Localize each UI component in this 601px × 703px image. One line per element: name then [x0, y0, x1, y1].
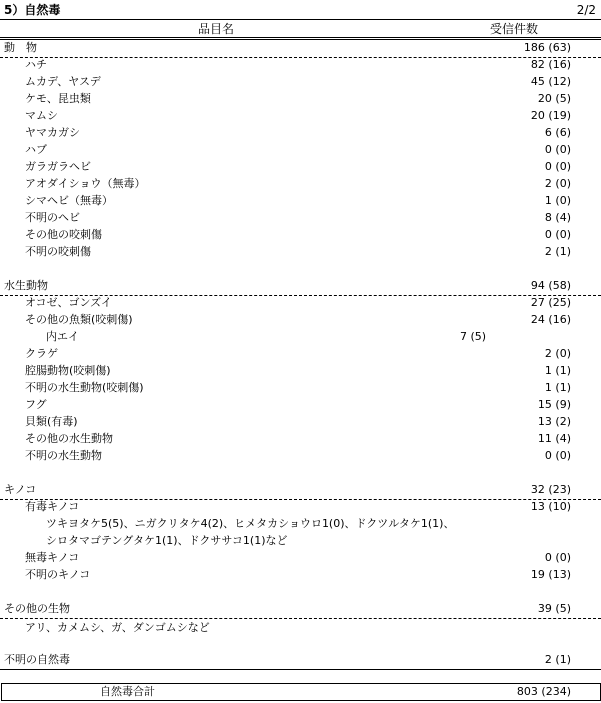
header-name-col: 品目名 — [198, 22, 235, 36]
table-row — [0, 40, 601, 57]
row-label: アリ、カメムシ、ガ、ダンゴムシなど — [25, 621, 210, 634]
row-count: 2 (0) — [544, 177, 571, 190]
page-indicator: 2/2 — [576, 3, 596, 17]
table-row — [0, 108, 601, 125]
row-count: 20 (5) — [537, 92, 571, 105]
table-row — [0, 550, 601, 567]
table-row — [0, 414, 601, 431]
row-label: 腔腸動物(咬刺傷) — [25, 364, 111, 377]
row-count: 2 (1) — [544, 653, 571, 666]
row-label: ムカデ、ヤスデ — [25, 75, 101, 88]
table-row — [0, 620, 601, 637]
table-row — [0, 210, 601, 227]
row-label: 不明の自然毒 — [4, 653, 70, 666]
row-label: アオダイショウ（無毒） — [25, 177, 146, 190]
row-count: 2 (0) — [544, 347, 571, 360]
row-count: 0 (0) — [544, 228, 571, 241]
row-label: シマヘビ（無毒） — [25, 194, 113, 207]
row-count: 0 (0) — [544, 143, 571, 156]
row-label: その他の生物 — [4, 602, 70, 615]
table-row — [0, 516, 601, 533]
row-count: 13 (10) — [530, 500, 571, 513]
table-row — [0, 533, 601, 550]
table-row — [0, 482, 601, 499]
row-count: 0 (0) — [544, 449, 571, 462]
row-label: ツキヨタケ5(5)、ニガクリタケ4(2)、ヒメタカショウロ1(0)、ドクツルタケ1(1)、 — [46, 517, 455, 530]
header-count-col: 受信件数 — [490, 22, 539, 36]
table-row — [0, 159, 601, 176]
table-row — [0, 312, 601, 329]
row-count: 45 (12) — [530, 75, 571, 88]
table-row — [0, 193, 601, 210]
total-count: 803 (234) — [516, 685, 571, 698]
row-count: 0 (0) — [544, 551, 571, 564]
row-count: 15 (9) — [537, 398, 571, 411]
table-row — [0, 448, 601, 465]
table-row — [0, 363, 601, 380]
table-row — [0, 142, 601, 159]
table-row — [0, 380, 601, 397]
section-title: 5）自然毒 — [4, 3, 61, 17]
total-row — [1, 683, 601, 701]
table-row — [0, 176, 601, 193]
table-row — [0, 499, 601, 516]
row-label: 不明の水生動物(咬刺傷) — [25, 381, 144, 394]
row-label: ヤマカガシ — [25, 126, 80, 139]
row-label: 内エイ — [46, 330, 79, 343]
row-label: 不明の咬刺傷 — [25, 245, 91, 258]
table-row — [0, 397, 601, 414]
row-count: 8 (4) — [544, 211, 571, 224]
row-label: フグ — [25, 398, 47, 411]
row-label: 動 物 — [4, 41, 37, 54]
table-row — [0, 431, 601, 448]
table-row — [0, 346, 601, 363]
row-count: 11 (4) — [537, 432, 571, 445]
row-label: キノコ — [4, 483, 37, 496]
table-row — [0, 329, 601, 346]
row-count: 39 (5) — [537, 602, 571, 615]
row-label: 不明の水生動物 — [25, 449, 102, 462]
table-row — [0, 74, 601, 91]
row-count: 1 (0) — [544, 194, 571, 207]
row-label: オコゼ、ゴンズイ — [25, 296, 112, 309]
row-count: 20 (19) — [530, 109, 571, 122]
row-count: 6 (6) — [544, 126, 571, 139]
row-label: 不明のヘビ — [25, 211, 80, 224]
header-top-rule — [0, 19, 601, 20]
row-label: ガラガラヘビ — [25, 160, 91, 173]
row-label: ケモ、昆虫類 — [25, 92, 91, 105]
row-count: 27 (25) — [530, 296, 571, 309]
table-row — [0, 91, 601, 108]
row-count: 13 (2) — [537, 415, 571, 428]
table-row — [0, 125, 601, 142]
row-label: クラゲ — [25, 347, 58, 360]
total-label: 自然毒合計 — [100, 685, 155, 698]
row-count: 19 (13) — [530, 568, 571, 581]
row-count: 24 (16) — [530, 313, 571, 326]
table-row — [0, 244, 601, 261]
row-label: その他の魚類(咬刺傷) — [25, 313, 133, 326]
table-row — [0, 278, 601, 295]
row-count: 82 (16) — [530, 58, 571, 71]
row-label: ハチ — [25, 58, 47, 71]
row-label: シロタマゴテングタケ1(1)、ドクササコ1(1)など — [46, 534, 288, 547]
table-row — [0, 295, 601, 312]
row-count: 186 (63) — [523, 41, 571, 54]
row-label: ハブ — [25, 143, 47, 156]
group-rule — [0, 618, 601, 619]
table-row — [0, 57, 601, 74]
row-count: 1 (1) — [544, 364, 571, 377]
row-label: その他の水生動物 — [25, 432, 113, 445]
row-count: 1 (1) — [544, 381, 571, 394]
row-count: 7 (5) — [460, 330, 487, 343]
table-row — [0, 567, 601, 584]
row-label: 有毒キノコ — [25, 500, 80, 513]
row-label: 水生動物 — [4, 279, 48, 292]
row-count: 94 (58) — [530, 279, 571, 292]
row-label: 無毒キノコ — [25, 551, 80, 564]
row-label: マムシ — [25, 109, 58, 122]
row-count: 2 (1) — [544, 245, 571, 258]
footer-rule — [0, 669, 601, 670]
table-row — [0, 652, 601, 669]
row-label: 貝類(有毒) — [25, 415, 78, 428]
row-label: 不明のキノコ — [25, 568, 91, 581]
table-row — [0, 601, 601, 618]
table-row — [0, 227, 601, 244]
row-count: 32 (23) — [530, 483, 571, 496]
row-label: その他の咬刺傷 — [25, 228, 102, 241]
row-count: 0 (0) — [544, 160, 571, 173]
